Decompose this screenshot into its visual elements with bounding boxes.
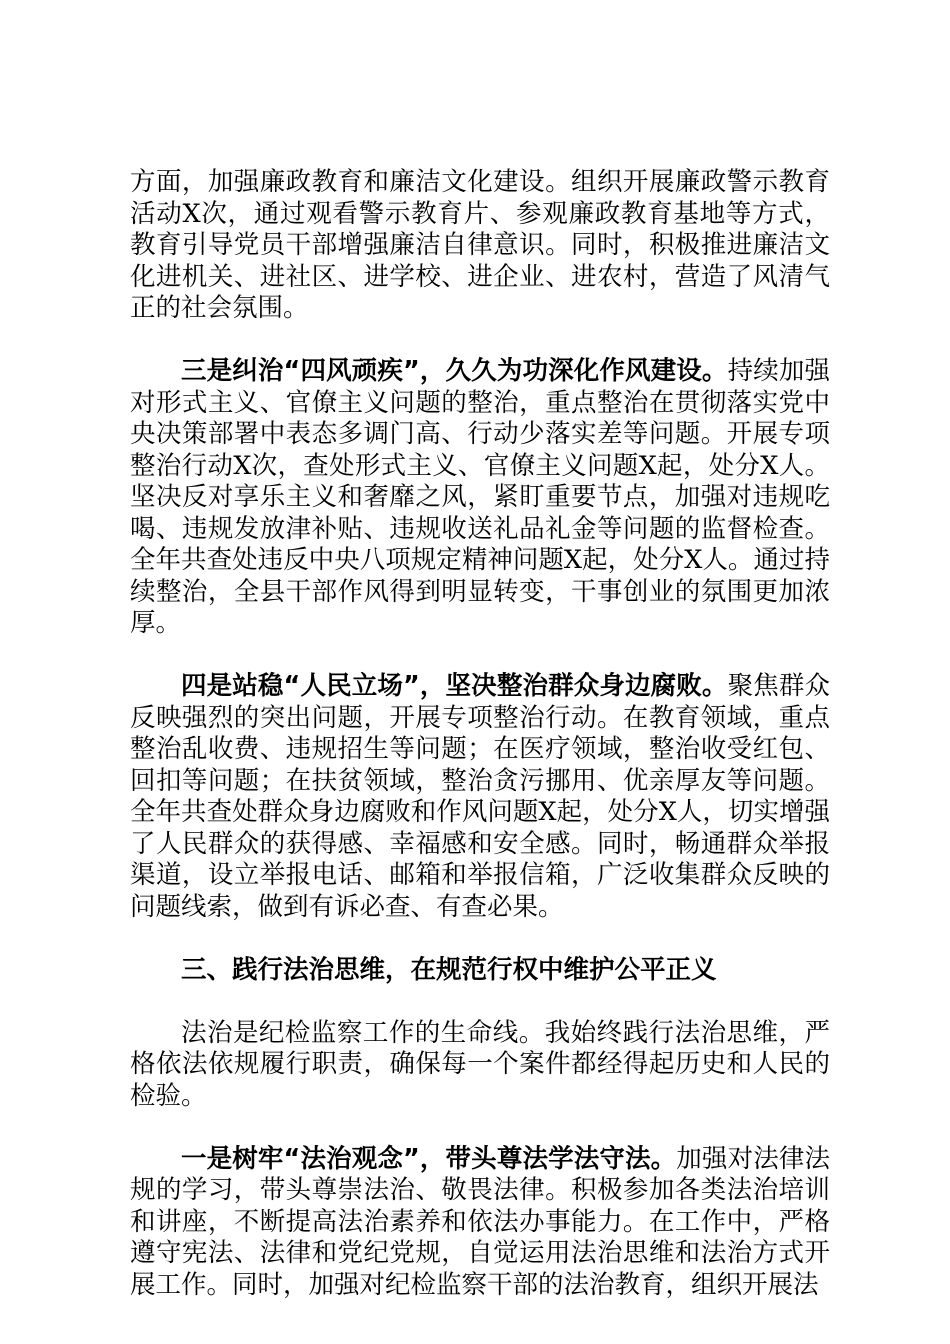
paragraph-style-rectification (130, 356, 830, 640)
paragraph-people-stance (130, 671, 830, 923)
section-heading: 三、践行法治思维，在规范行权中维护公平正义 (181, 954, 717, 985)
paragraph-text: 聚焦群众反映强烈的突出问题，开展专项整治行动。在教育领域，重点整治乱收费、违规招生等问题；在医疗领域，整治收受红包、回扣等问题；在扶贫领域，整治贪污挪用、优亲厚友等问题。全年共查处群众身边腐败和作风问题X起，处分X人，切实增强了人民群众的获得感、幸福感和安全感。同时，畅通群众举报渠道，设立举报电话、邮箱和举报信箱，广泛收集群众反映的问题线索，做到有诉必查、有查必果。 (130, 671, 830, 922)
paragraph-lead: 一是树牢“法治观念”，带头尊法学法守法。 (181, 1143, 677, 1174)
paragraph-text: 方面，加强廉政教育和廉洁文化建设。组织开展廉政警示教育活动X次，通过观看警示教育片、参观廉政教育基地等方式，教育引导党员干部增强廉洁自律意识。同时，积极推进廉洁文化进机关、进社区、进学校、进企业、进农村，营造了风清气正的社会氛围。 (130, 167, 830, 323)
document-page (130, 167, 830, 1301)
paragraph-text: 法治是纪检监察工作的生命线。我始终践行法治思维，严格依法依规履行职责，确保每一个案件都经得起历史和人民的检验。 (130, 1017, 830, 1111)
paragraph-text: 持续加强对形式主义、官僚主义问题的整治，重点整治在贯彻落实党中央决策部署中表态多调门高、行动少落实差等问题。开展专项整治行动X次，查处形式主义、官僚主义问题X起，处分X人。坚决反对享乐主义和奢靡之风，紧盯重要节点，加强对违规吃喝、违规发放津补贴、违规收送礼品礼金等问题的监督检查。全年共查处违反中央八项规定精神问题X起，处分X人。通过持续整治，全县干部作风得到明显转变，干事创业的氛围更加浓厚。 (130, 356, 830, 638)
paragraph-rule-of-law-intro (130, 1018, 830, 1113)
paragraph-lead: 四是站稳“人民立场”，坚决整治群众身边腐败。 (181, 671, 728, 701)
paragraph-lead: 三是纠治“四风顽疾”，久久为功深化作风建设。 (181, 356, 728, 386)
paragraph-text: 加强对法律法规的学习，带头尊崇法治、敬畏法律。积极参加各类法治培训和讲座，不断提高法治素养和依法办事能力。在工作中，严格遵守宪法、法律和党纪党规，自觉运用法治思维和法治方式开展工作。同时，加强对纪检监察干部的法治教育，组织开展法 (130, 1143, 830, 1300)
paragraph-continuation (130, 167, 830, 325)
paragraph-rule-of-law-concept (130, 1144, 830, 1302)
